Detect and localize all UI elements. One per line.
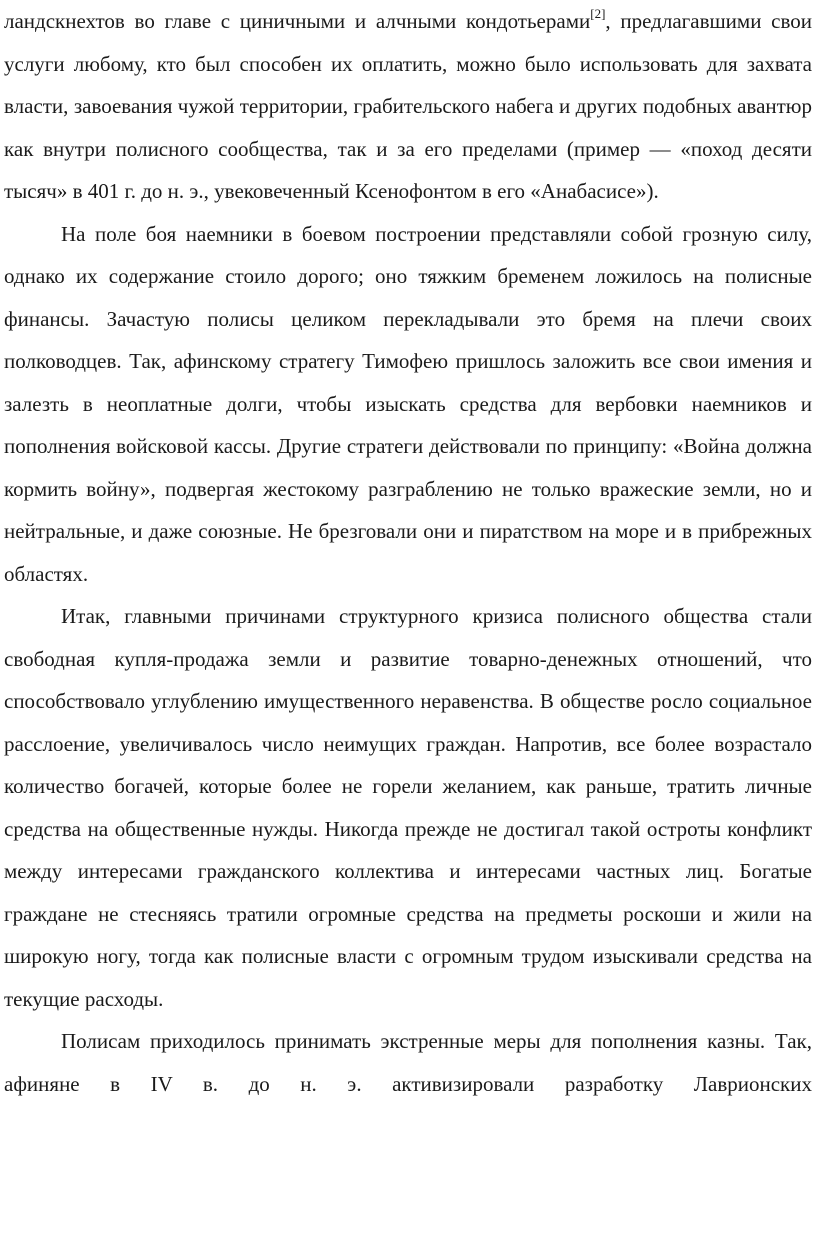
paragraph-1 — [4, 0, 812, 213]
paragraph-3: Итак, главными причинами структурного кризиса полисного общества стали свободная купля-продажа земли и развитие товарно-денежных отношений, что способствовало углублению имущественного неравенства. В обществе росло социальное расслоение, увеличивалось число неимущих граждан. Напротив, все более возрастало количество богачей, которые более не горели желанием, как раньше, тратить личные средства на общественные нужды. Никогда прежде не достигал такой остроты конфликт между интересами гражданского коллектива и интересами частных лиц. Богатые граждане не стесняясь тратили огромные средства на предметы роскоши и жили на широкую ногу, тогда как полисные власти с огромным трудом изыскивали средства на текущие расходы. — [4, 604, 812, 1011]
paragraph-4: Полисам приходилось принимать экстренные меры для пополнения казны. Так, афиняне в IV в. до н. э. активизировали разработку Лаврионских — [4, 1029, 812, 1096]
footnote-reference[interactable]: [2] — [590, 6, 606, 21]
paragraph-1-text-start: ландскнехтов во главе с циничными и алчными кондотьерами — [4, 9, 591, 33]
paragraph-1-text-end: , предлагавшими свои услуги любому, кто был способен их оплатить, можно было использовать для захвата власти, завоевания чужой территории, грабительского набега и других подобных авантюр как внутри полисного сообщества, так и за его пределами (пример — «поход десяти тысяч» в 401 г. до н. э., увековеченный Ксенофонтом в его «Анабасисе»). — [4, 9, 812, 203]
document-page — [4, 0, 812, 1105]
paragraph-2: На поле боя наемники в боевом построении представляли собой грозную силу, однако их содержание стоило дорого; оно тяжким бременем ложилось на полисные финансы. Зачастую полисы целиком перекладывали это бремя на плечи своих полководцев. Так, афинскому стратегу Тимофею пришлось заложить все свои имения и залезть в неоплатные долги, чтобы изыскать средства для вербовки наемников и пополнения войсковой кассы. Другие стратеги действовали по принципу: «Война должна кормить войну», подвергая жестокому разграблению не только вражеские земли, но и нейтральные, и даже союзные. Не брезговали они и пиратством на море и в прибрежных областях. — [4, 221, 812, 586]
